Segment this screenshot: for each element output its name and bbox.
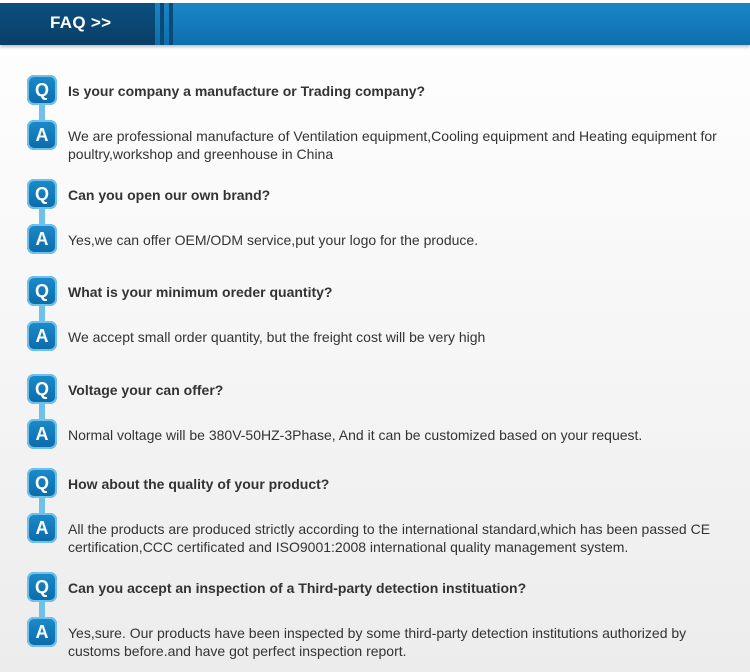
answer-badge-icon: A <box>27 224 57 254</box>
answer-badge-icon: A <box>27 321 57 351</box>
question-text: How about the quality of your product? <box>68 476 330 492</box>
question-text: What is your minimum oreder quantity? <box>68 284 333 300</box>
question-text: Voltage your can offer? <box>68 382 224 398</box>
question-badge-icon: Q <box>27 75 57 105</box>
question-badge-icon: Q <box>27 468 57 498</box>
answer-badge-icon: A <box>27 513 57 543</box>
answer-text: Normal voltage will be 380V-50HZ-3Phase, And it can be customized based on your request. <box>68 427 643 443</box>
question-badge-icon: Q <box>27 572 57 602</box>
answer-text: Yes,sure. Our products have been inspected by some third-party detection institutions authorized by customs before.and have got perfect inspection report. <box>68 625 687 659</box>
answer-badge-icon: A <box>27 120 57 150</box>
answer-text: We are professional manufacture of Ventilation equipment,Cooling equipment and Heating equipment for poultry,workshop and greenhouse in China <box>68 128 717 162</box>
answer-badge-icon: A <box>27 419 57 449</box>
question-text: Can you accept an inspection of a Third-party detection instituation? <box>68 580 527 596</box>
question-badge-icon: Q <box>27 276 57 306</box>
page-title: FAQ >> <box>50 13 112 32</box>
question-badge-icon: Q <box>27 374 57 404</box>
answer-badge-icon: A <box>27 617 57 647</box>
answer-text: All the products are produced strictly according to the international standard,which has been passed CE certification,CCC certificated and ISO9001:2008 international quality management system. <box>68 521 711 555</box>
question-text: Is your company a manufacture or Trading company? <box>68 83 426 99</box>
answer-text: We accept small order quantity, but the freight cost will be very high <box>68 329 486 345</box>
question-badge-icon: Q <box>27 179 57 209</box>
answer-text: Yes,we can offer OEM/ODM service,put your logo for the produce. <box>68 232 479 248</box>
question-text: Can you open our own brand? <box>68 187 271 203</box>
